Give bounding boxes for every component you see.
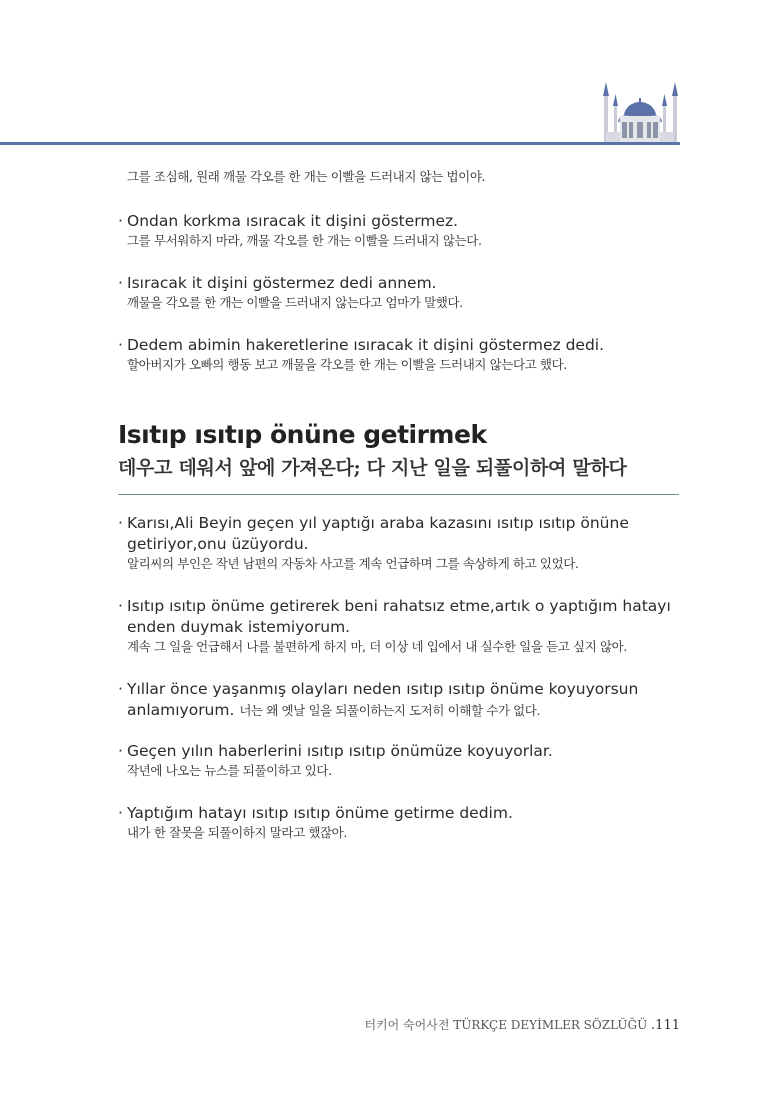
example-tr: Isıracak it dişini göstermez dedi annem. <box>127 274 437 292</box>
footer-title: 터키어 숙어사전 TÜRKÇE DEYİMLER SÖZLÜĞÜ <box>364 1018 648 1032</box>
example-tr-line: anlamıyorum. <box>127 701 235 719</box>
idiom-title: Isıtıp ısıtıp önüne getirmek <box>118 420 487 449</box>
example-4 <box>118 513 688 573</box>
example-8 <box>118 803 688 842</box>
page-number: .111 <box>651 1018 680 1033</box>
bullet: · <box>118 212 123 230</box>
example-tr-line: enden duymak istemiyorum. <box>127 618 351 636</box>
example-ko: 깨물을 각오를 한 개는 이빨을 드러내지 않는다고 엄마가 말했다. <box>127 295 463 310</box>
example-2 <box>118 273 688 312</box>
mosque-icon <box>596 76 684 146</box>
example-ko: 내가 한 잘못을 되풀이하지 말라고 했잖아. <box>127 825 347 840</box>
example-tr-line: Yıllar önce yaşanmış olayları neden ısıtıp ısıtıp önüme koyuyorsun <box>127 680 639 698</box>
bullet: · <box>118 742 123 760</box>
example-tr-line: Isıtıp ısıtıp önüme getirerek beni rahatsız etme,artık o yaptığım hatayı <box>127 597 671 615</box>
bullet: · <box>118 336 123 354</box>
example-tr: Dedem abimin hakeretlerine ısıracak it dişini göstermez dedi. <box>127 336 605 354</box>
example-tr-line: getiriyor,onu üzüyordu. <box>127 535 309 553</box>
example-tr: Yaptığım hatayı ısıtıp ısıtıp önüme getirme dedim. <box>127 804 513 822</box>
bullet: · <box>118 804 123 822</box>
bullet: · <box>118 274 123 292</box>
example-6 <box>118 679 688 721</box>
heading-rule <box>118 494 679 495</box>
example-3 <box>118 335 688 374</box>
page-footer <box>364 1016 680 1033</box>
example-7 <box>118 741 688 780</box>
example-ko: 작년에 나오는 뉴스를 되풀이하고 있다. <box>127 763 332 778</box>
example-tr: Ondan korkma ısıracak it dişini göstermez. <box>127 212 459 230</box>
bullet: · <box>118 680 123 698</box>
example-tr: Geçen yılın haberlerini ısıtıp ısıtıp önümüze koyuyorlar. <box>127 742 553 760</box>
example-1 <box>118 211 688 250</box>
header-rule <box>0 142 680 145</box>
example-ko: 할아버지가 오빠의 행동 보고 깨물을 각오를 한 개는 이빨을 드러내지 않는다고 했다. <box>127 357 567 372</box>
example-5 <box>118 596 688 656</box>
example-ko: 알리씨의 부인은 작년 남편의 자동차 사고를 계속 언급하며 그를 속상하게 하고 있었다. <box>127 556 579 571</box>
example-ko: 계속 그 일을 언급해서 나를 불편하게 하지 마, 더 이상 네 입에서 내 실수한 일을 듣고 싶지 않아. <box>127 639 627 654</box>
example-ko: 그를 무서워하지 마라, 깨물 각오를 한 개는 이빨을 드러내지 않는다. <box>127 233 482 248</box>
example-ko: 너는 왜 옛날 일을 되풀이하는지 도저히 이해할 수가 없다. <box>239 703 541 718</box>
bullet: · <box>118 597 123 615</box>
example-tr-line: Karısı,Ali Beyin geçen yıl yaptığı araba kazasını ısıtıp ısıtıp önüne <box>127 514 629 532</box>
continuation <box>118 168 688 186</box>
bullet: · <box>118 514 123 532</box>
continuation-ko: 그를 조심해, 원래 깨물 각오를 한 개는 이빨을 드러내지 않는 법이야. <box>127 169 486 184</box>
idiom-meaning: 데우고 데워서 앞에 가져온다; 다 지난 일을 되풀이하여 말하다 <box>118 457 627 479</box>
